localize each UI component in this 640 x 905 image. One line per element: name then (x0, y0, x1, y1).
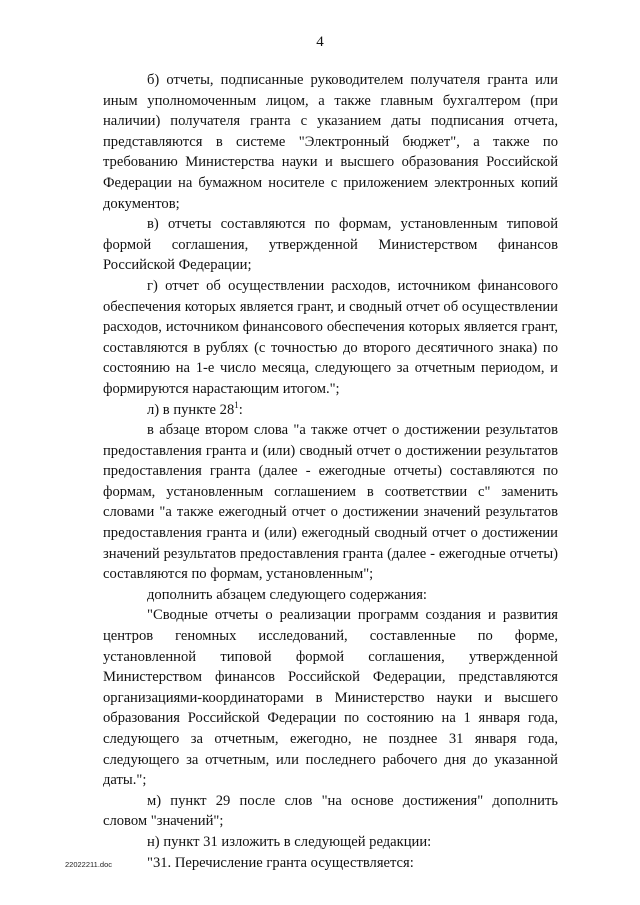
page-number: 4 (316, 34, 324, 50)
paragraph-b: б) отчеты, подписанные руководителем получателя гранта или иным уполномоченным лицом, а также главным бухгалтером (при наличии) получателя гранта с указанием даты подписания отчета, представляются в системе "Электронный бюджет", а также по требованию Министерства науки и высшего образования Российской Федерации на бумажном носителе с приложением электронных копий документов; (103, 72, 558, 212)
paragraph-l (103, 400, 558, 421)
paragraph-summary-reports: "Сводные отчеты о реализации программ создания и развития центров геномных исследований, составленные по форме, установленной типовой формой соглашения, утвержденной Министерством финансов Российской Федерации, представляются организациями-координаторами в Министерство науки и высшего образования Российской Федерации по состоянию на 1 января года, следующего за отчетным, ежегодно, не позднее 31 января года, следующего за отчетным, или последнего рабочего дня до указанной даты."; (103, 607, 558, 789)
paragraph-l-text: л) в пункте 28 (147, 401, 235, 418)
paragraph-l-suffix: : (238, 401, 243, 418)
paragraph-v: в) отчеты составляются по формам, установленным типовой формой соглашения, утвержденной Министерством финансов Российской Федерации; (103, 216, 558, 274)
paragraph-m: м) пункт 29 после слов "на основе достижения" дополнить словом "значений"; (103, 792, 558, 830)
paragraph-add-abzac: дополнить абзацем следующего содержания: (147, 586, 427, 603)
footer-filename: 22022211.doc (65, 860, 112, 869)
paragraph-l-superscript: 1 (234, 399, 239, 410)
paragraph-n: н) пункт 31 изложить в следующей редакции: (147, 833, 432, 850)
document-body (103, 70, 558, 873)
paragraph-replace-words: в абзаце втором слова "а также отчет о достижении результатов предоставления гранта и (или) сводный отчет о достижении результатов предоставления гранта (далее - ежегодные отчеты) составляются по формам, установленным соглашением в соответствии с" заменить словами "а также ежегодный отчет о достижении значений результатов предоставления гранта и (или) ежегодный сводный отчет о достижении значений результатов предоставления гранта (далее - ежегодные отчеты) составляются по формам, установленным"; (103, 422, 558, 583)
paragraph-31: "31. Перечисление гранта осуществляется: (147, 854, 414, 871)
paragraph-g: г) отчет об осуществлении расходов, источником финансового обеспечения которых является грант, и сводный отчет об осуществлении расходов, источником финансового обеспечения которых является грант, составляются в рублях (с точностью до второго десятичного знака) по состоянию на 1-е число месяца, следующего за отчетным периодом, и формируются нарастающим итогом."; (103, 277, 558, 397)
